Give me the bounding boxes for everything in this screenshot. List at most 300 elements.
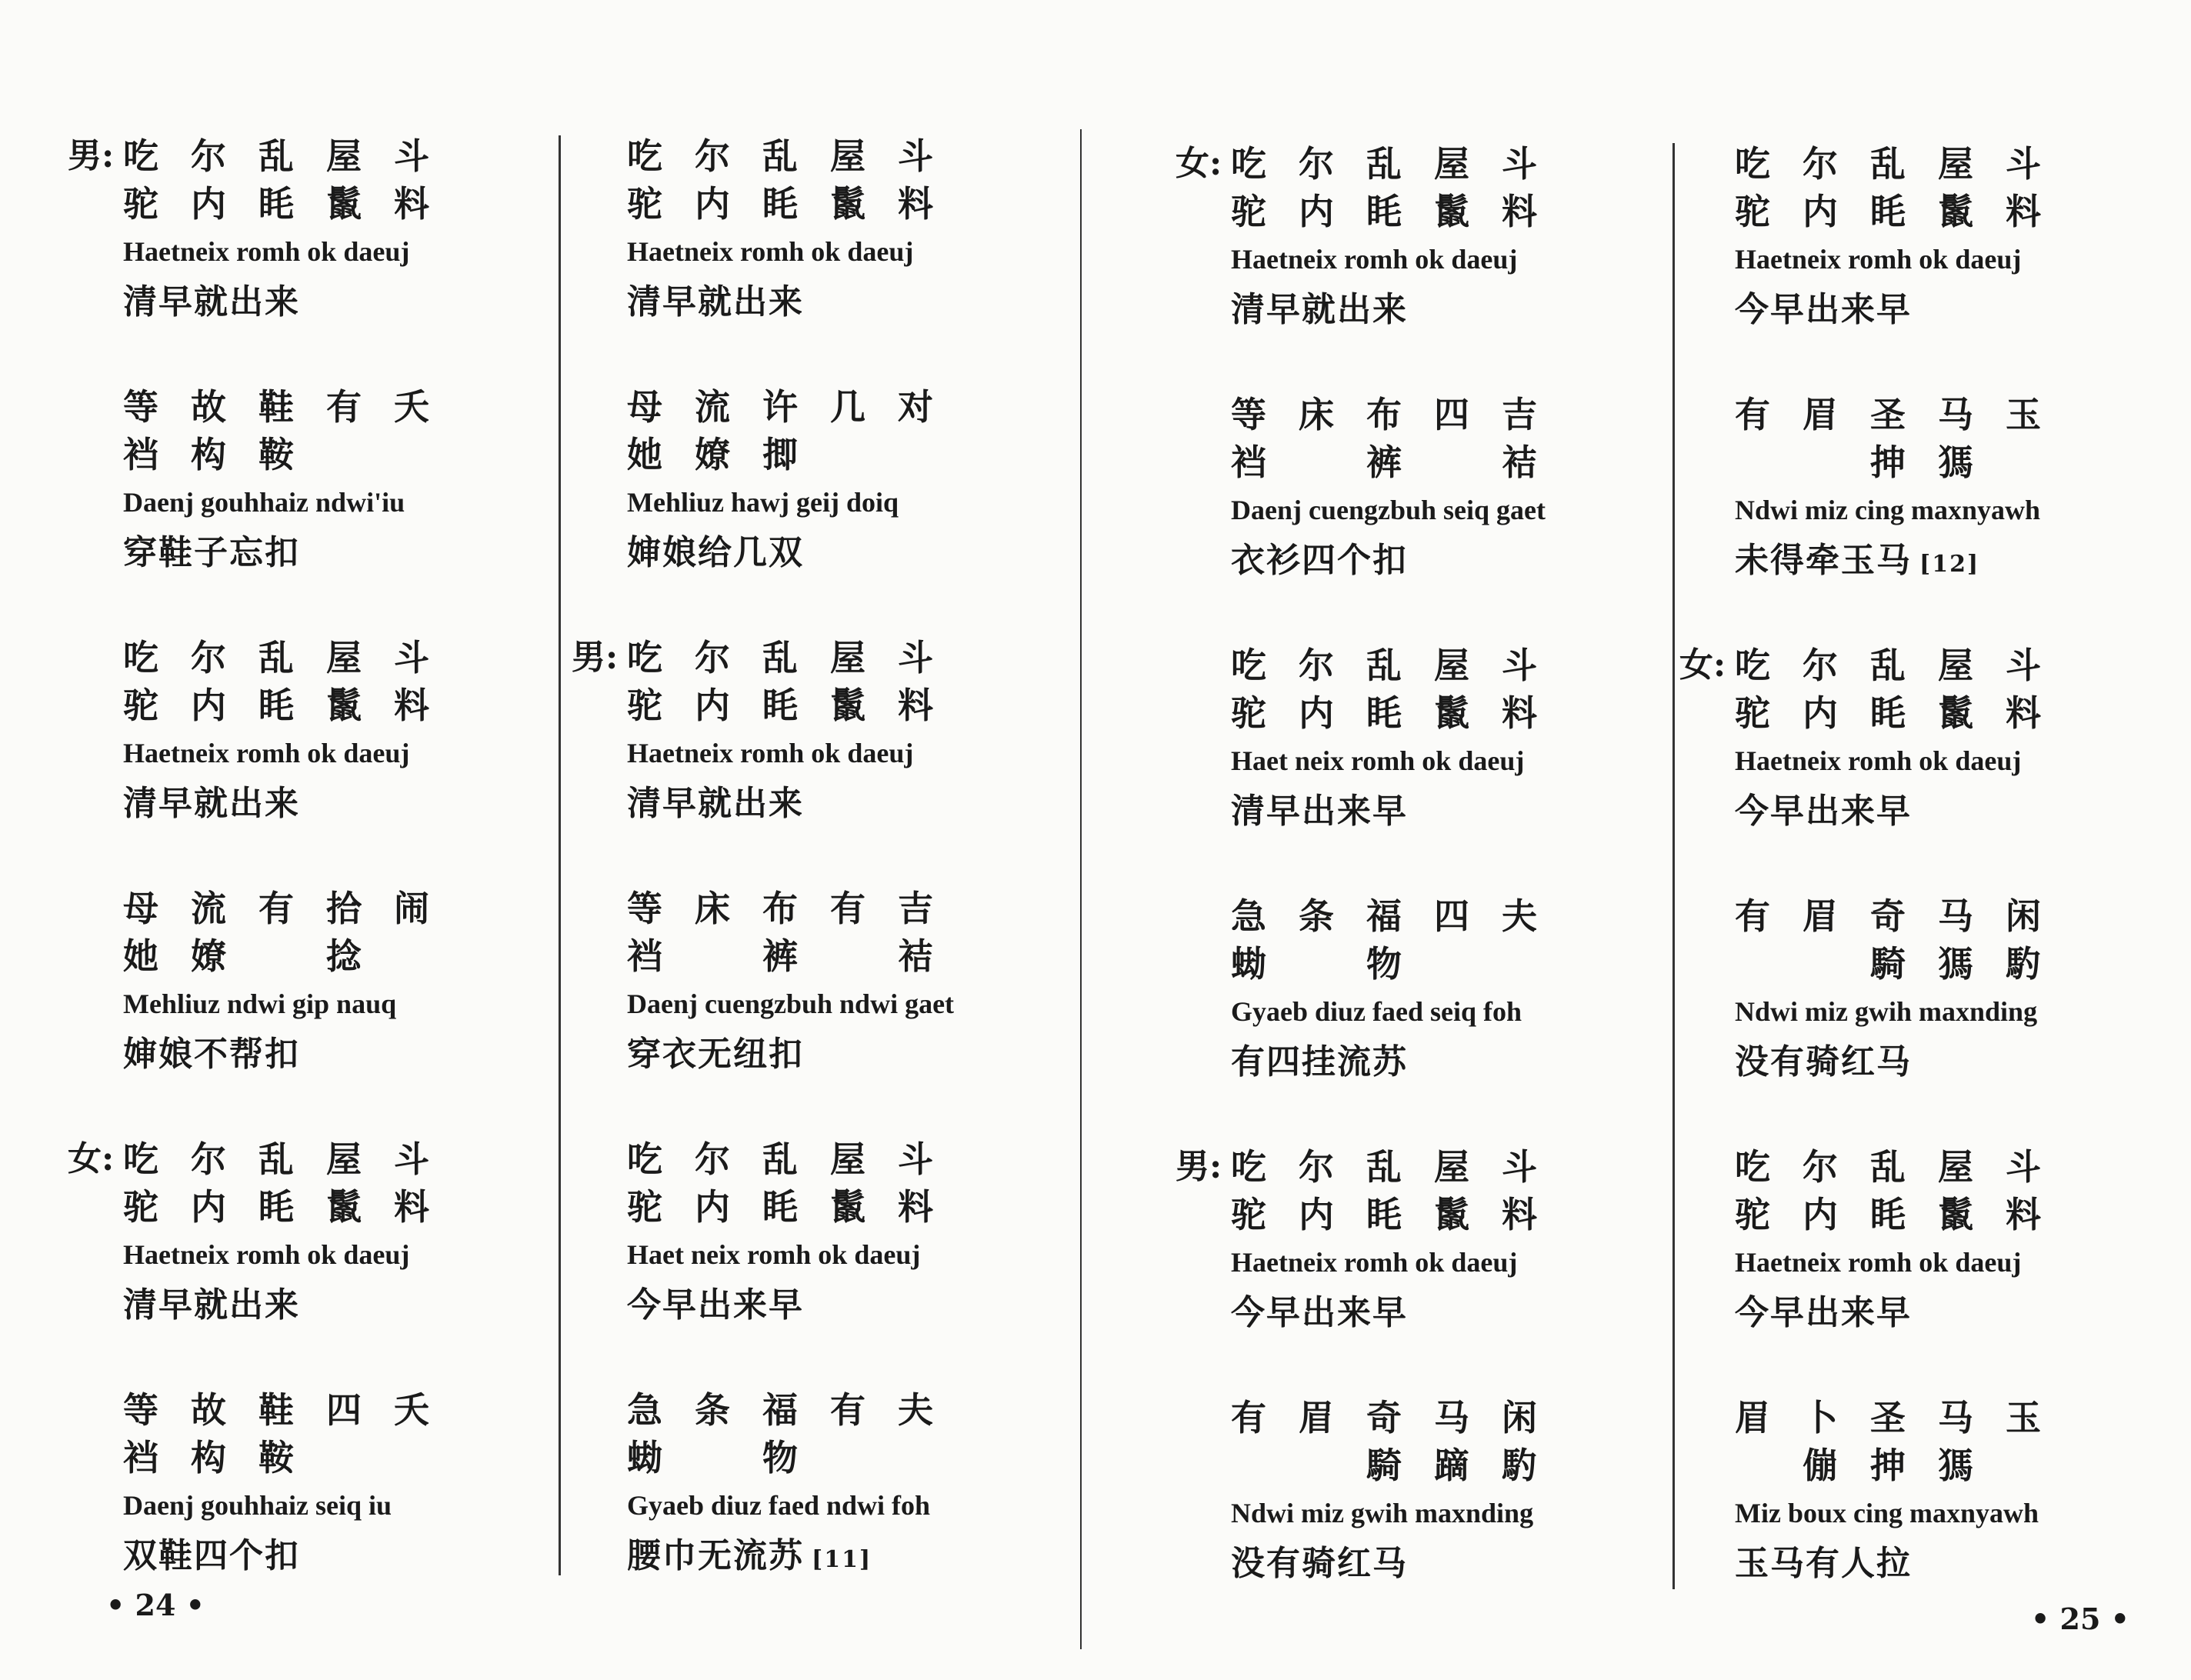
chinese-translation: [627, 278, 1104, 330]
character: 眊: [762, 1186, 798, 1228]
character: 驼: [123, 1186, 158, 1228]
chinese-phonetic-line: [1735, 391, 2191, 438]
character: 奇: [1366, 1397, 1402, 1438]
page-number-left: • 24 •: [106, 1588, 205, 1622]
chinese-phonetic-line: [1735, 642, 2191, 689]
sawndip-line: [1735, 438, 2191, 486]
character: 闲: [2006, 895, 2041, 937]
zhuang-romanization: Daenj cuengzbuh ndwi gaet: [627, 988, 955, 1019]
sawndip-line: [627, 1434, 1104, 1482]
character: 眊: [1870, 1194, 1906, 1235]
stanza: [1231, 892, 1708, 1143]
translation-text: 今早出来早: [1735, 290, 1912, 329]
stanza: [1176, 140, 1708, 391]
character: 斗: [2006, 1146, 2041, 1188]
character: 母: [627, 386, 662, 428]
character: 她: [123, 935, 158, 977]
character: 抻: [1870, 442, 1906, 483]
character: 斗: [394, 135, 429, 177]
character: 物: [1366, 943, 1402, 985]
character: 吃: [123, 637, 158, 678]
character: 驼: [123, 685, 158, 726]
character: 她: [627, 434, 662, 475]
character: 卜: [1802, 1397, 1838, 1438]
speaker-label: 女:: [1679, 645, 1726, 685]
chinese-translation: [627, 529, 1104, 581]
translation-text: 穿鞋子忘扣: [123, 533, 300, 572]
chinese-translation: [1231, 537, 1708, 588]
chinese-phonetic-line: [1735, 892, 2191, 940]
stanza: [1735, 892, 2191, 1143]
translation-text: 清早出来早: [1231, 792, 1408, 831]
character: 鬛: [326, 1186, 362, 1228]
chinese-phonetic-line: [1231, 1394, 1708, 1442]
character: 眊: [1870, 191, 1906, 232]
character: 福: [762, 1389, 798, 1431]
chinese-translation: [627, 1282, 1104, 1333]
sawndip-line: [123, 180, 600, 228]
character: 驼: [1735, 1194, 1770, 1235]
character: 斗: [1502, 1146, 1537, 1188]
character: 布: [1366, 394, 1402, 435]
character: 吃: [627, 135, 662, 177]
chinese-translation: [1231, 1038, 1708, 1090]
stanza: [123, 634, 600, 885]
speaker-label: 女:: [1176, 144, 1222, 183]
zhuang-romanization: Daenj cuengzbuh seiq gaet: [1231, 495, 1546, 525]
translation-text: 穿衣无纽扣: [627, 1035, 804, 1074]
character: 料: [2006, 191, 2041, 232]
chinese-phonetic-line: [627, 383, 1104, 431]
character: 乱: [258, 1138, 294, 1180]
chinese-translation: [1231, 286, 1708, 338]
character: 吃: [627, 637, 662, 678]
character: 构: [191, 1437, 226, 1478]
sawndip-line: [1231, 188, 1708, 235]
character: 斗: [394, 637, 429, 678]
character: 尔: [695, 1138, 730, 1180]
character: 驼: [627, 1186, 662, 1228]
character: 夫: [1502, 895, 1537, 937]
sawndip-line: [123, 1434, 600, 1482]
translation-text: 今早出来早: [627, 1285, 804, 1325]
speaker-label: 男:: [1176, 1147, 1222, 1186]
stanza: [68, 1135, 600, 1386]
character: 床: [695, 888, 730, 929]
sawndip-line: [627, 180, 1104, 228]
translation-text: 清早就出来: [627, 282, 804, 322]
sawndip-line: [123, 431, 600, 478]
character: 裆: [123, 1437, 158, 1478]
character: 尔: [1802, 1146, 1838, 1188]
zhuang-romanization: Haetneix romh ok daeuj: [627, 236, 914, 267]
chinese-phonetic-line: [1231, 140, 1708, 188]
sawndip-line: [1231, 689, 1708, 737]
zhuang-romanization: Haetneix romh ok daeuj: [1735, 745, 2022, 776]
character: 屋: [830, 135, 865, 177]
character: 乱: [258, 135, 294, 177]
character: 尔: [191, 637, 226, 678]
character: 驼: [123, 183, 158, 225]
zhuang-romanization: Haetneix romh ok daeuj: [123, 236, 410, 267]
character: 嫽: [695, 434, 730, 475]
character: 驼: [627, 183, 662, 225]
character: 等: [627, 888, 662, 929]
character: 尔: [1299, 143, 1334, 185]
character: 马: [1938, 394, 1973, 435]
character: 屋: [1938, 645, 1973, 686]
chinese-phonetic-line: [1231, 642, 1708, 689]
character: 乱: [1366, 1146, 1402, 1188]
character: 马: [1434, 1397, 1469, 1438]
character: 故: [191, 1389, 226, 1431]
sawndip-line: [1735, 689, 2191, 737]
character: 鬛: [1434, 692, 1469, 734]
translation-text: 清早就出来: [123, 1285, 300, 1325]
character: 布: [762, 888, 798, 929]
sawndip-line: [1231, 940, 1708, 988]
character: 乱: [1366, 143, 1402, 185]
character: 吃: [627, 1138, 662, 1180]
chinese-phonetic-line: [1735, 1394, 2191, 1442]
character: 斗: [1502, 143, 1537, 185]
character: 吃: [1231, 645, 1266, 686]
stanza: [123, 383, 600, 634]
character: 有: [258, 888, 294, 929]
character: 驼: [1231, 191, 1266, 232]
stanza: [627, 132, 1104, 383]
character: 屋: [326, 1138, 362, 1180]
character: 料: [2006, 1194, 2041, 1235]
stanza: [627, 1386, 1104, 1637]
stanza: [627, 383, 1104, 634]
character: 眉: [1802, 895, 1838, 937]
stanza: [1735, 1143, 2191, 1394]
character: 吃: [1735, 1146, 1770, 1188]
zhuang-romanization: Haetneix romh ok daeuj: [1231, 1247, 1518, 1278]
character: 獁: [1938, 943, 1973, 985]
character: 料: [1502, 692, 1537, 734]
stanza: [1231, 1394, 1708, 1645]
character: 四: [326, 1389, 362, 1431]
chinese-translation: [123, 1282, 600, 1333]
zhuang-romanization: Haetneix romh ok daeuj: [123, 738, 410, 768]
character: 圣: [1870, 394, 1906, 435]
zhuang-romanization: Haetneix romh ok daeuj: [627, 738, 914, 768]
character: 内: [1299, 191, 1334, 232]
character: 眊: [762, 685, 798, 726]
character: 鬛: [1938, 692, 1973, 734]
character: 眊: [1366, 191, 1402, 232]
character: 鬛: [326, 685, 362, 726]
character: 母: [123, 888, 158, 929]
character: 鬛: [1434, 191, 1469, 232]
character: 有: [830, 888, 865, 929]
character: 獁: [1938, 1445, 1973, 1486]
chinese-translation: [1735, 1289, 2191, 1341]
character: 等: [1231, 394, 1266, 435]
character: 鞍: [258, 434, 294, 475]
character: 斗: [2006, 143, 2041, 185]
chinese-translation: [1735, 788, 2191, 839]
character: 吉: [1502, 394, 1537, 435]
character: 急: [627, 1389, 662, 1431]
stanza: [68, 132, 600, 383]
character: 福: [1366, 895, 1402, 937]
character: 乱: [258, 637, 294, 678]
character: 鬛: [830, 685, 865, 726]
stanza: [1176, 1143, 1708, 1394]
zhuang-romanization: Haetneix romh ok daeuj: [1735, 1247, 2022, 1278]
character: 斗: [1502, 645, 1537, 686]
character: 玉: [2006, 394, 2041, 435]
character: 獁: [1938, 442, 1973, 483]
character: 吃: [1735, 645, 1770, 686]
character: 騎: [1870, 943, 1906, 985]
chinese-phonetic-line: [1735, 140, 2191, 188]
character: 料: [1502, 1194, 1537, 1235]
character: 馰: [2006, 943, 2041, 985]
character: 斗: [898, 637, 933, 678]
translation-text: 清早就出来: [1231, 290, 1408, 329]
character: 条: [1299, 895, 1334, 937]
zhuang-romanization: Daenj gouhhaiz seiq iu: [123, 1490, 392, 1521]
translation-text: 有四挂流苏: [1231, 1042, 1408, 1082]
character: 袺: [1502, 442, 1537, 483]
chinese-phonetic-line: [1231, 892, 1708, 940]
translation-text: 婶娘不帮扣: [123, 1035, 300, 1074]
character: 蜐: [1231, 943, 1266, 985]
character: 对: [898, 386, 933, 428]
character: 乱: [1366, 645, 1402, 686]
character: 尔: [695, 637, 730, 678]
character: 裤: [1366, 442, 1402, 483]
character: 圣: [1870, 1397, 1906, 1438]
character: 料: [2006, 692, 2041, 734]
column-4: [1679, 140, 2191, 1645]
character: 马: [1938, 1397, 1973, 1438]
character: 抻: [1870, 1445, 1906, 1486]
character: 料: [1502, 191, 1537, 232]
character: 吃: [123, 135, 158, 177]
character: 袺: [898, 935, 933, 977]
sawndip-line: [1735, 1191, 2191, 1238]
character: 裆: [1231, 442, 1266, 483]
page-number-right: • 25 •: [2031, 1602, 2129, 1636]
character: 流: [191, 888, 226, 929]
character: 有: [1735, 394, 1770, 435]
character: 屋: [830, 1138, 865, 1180]
character: 尔: [191, 1138, 226, 1180]
chinese-phonetic-line: [123, 1135, 600, 1183]
zhuang-romanization: Gyaeb diuz faed seiq foh: [1231, 996, 1522, 1027]
chinese-translation: [1735, 286, 2191, 338]
chinese-phonetic-line: [1231, 1143, 1708, 1191]
chinese-phonetic-line: [123, 634, 600, 682]
zhuang-romanization: Mehliuz ndwi gip nauq: [123, 988, 397, 1019]
character: 揤: [762, 434, 798, 475]
character: 乱: [762, 1138, 798, 1180]
chinese-translation: [1231, 1289, 1708, 1341]
sawndip-line: [1735, 1442, 2191, 1489]
footnote-marker: [12]: [1919, 551, 1980, 578]
chinese-phonetic-line: [627, 885, 1104, 932]
sawndip-line: [1735, 188, 2191, 235]
character: 玉: [2006, 1397, 2041, 1438]
character: 眊: [1366, 692, 1402, 734]
character: 几: [830, 386, 865, 428]
character: 内: [1802, 191, 1838, 232]
sawndip-line: [627, 682, 1104, 729]
character: 有: [1735, 895, 1770, 937]
character: 眉: [1299, 1397, 1334, 1438]
chinese-translation: [123, 1532, 600, 1584]
character: 内: [1802, 1194, 1838, 1235]
character: 眊: [1366, 1194, 1402, 1235]
character: 尔: [191, 135, 226, 177]
character: 驼: [1735, 191, 1770, 232]
character: 驼: [1231, 1194, 1266, 1235]
sawndip-line: [1231, 1191, 1708, 1238]
character: 急: [1231, 895, 1266, 937]
chinese-translation: [1231, 1540, 1708, 1592]
sawndip-line: [627, 1183, 1104, 1231]
character: 斗: [394, 1138, 429, 1180]
character: 鬛: [830, 183, 865, 225]
character: 流: [695, 386, 730, 428]
character: 故: [191, 386, 226, 428]
character: 馰: [1502, 1445, 1537, 1486]
character: 料: [394, 183, 429, 225]
character: 鬛: [1938, 191, 1973, 232]
character: 吃: [123, 1138, 158, 1180]
stanza: [627, 1135, 1104, 1386]
character: 鬛: [1938, 1194, 1973, 1235]
zhuang-romanization: Daenj gouhhaiz ndwi'iu: [123, 487, 405, 518]
character: 尔: [1299, 645, 1334, 686]
character: 内: [695, 183, 730, 225]
character: 蜐: [627, 1437, 662, 1478]
character: 吃: [1231, 1146, 1266, 1188]
character: 等: [123, 1389, 158, 1431]
character: 驼: [1735, 692, 1770, 734]
character: 眊: [762, 183, 798, 225]
character: 斗: [2006, 645, 2041, 686]
character: 夭: [394, 386, 429, 428]
character: 吃: [1735, 143, 1770, 185]
character: 眊: [258, 685, 294, 726]
character: 内: [1299, 1194, 1334, 1235]
character: 斗: [898, 135, 933, 177]
character: 乱: [762, 637, 798, 678]
character: 内: [1802, 692, 1838, 734]
chinese-phonetic-line: [627, 132, 1104, 180]
chinese-translation: [627, 1031, 1104, 1082]
character: 嫽: [191, 935, 226, 977]
character: 吉: [898, 888, 933, 929]
chinese-phonetic-line: [627, 634, 1104, 682]
chinese-translation: [1231, 788, 1708, 839]
character: 尔: [1299, 1146, 1334, 1188]
translation-text: 清早就出来: [123, 282, 300, 322]
chinese-phonetic-line: [1231, 391, 1708, 438]
character: 乱: [1870, 1146, 1906, 1188]
sawndip-line: [1735, 940, 2191, 988]
character: 眊: [258, 183, 294, 225]
character: 内: [191, 685, 226, 726]
chinese-phonetic-line: [123, 885, 600, 932]
sawndip-line: [123, 682, 600, 729]
character: 屋: [1434, 645, 1469, 686]
chinese-translation: [627, 780, 1104, 832]
character: 驼: [627, 685, 662, 726]
chinese-phonetic-line: [627, 1386, 1104, 1434]
character: 斗: [898, 1138, 933, 1180]
character: 内: [1299, 692, 1334, 734]
character: 傰: [1802, 1445, 1838, 1486]
character: 有: [830, 1389, 865, 1431]
chinese-translation: [123, 529, 600, 581]
stanza: [1679, 642, 2191, 892]
stanza: [1231, 391, 1708, 642]
character: 眊: [1870, 692, 1906, 734]
column-1: [68, 132, 600, 1637]
zhuang-romanization: Haetneix romh ok daeuj: [1735, 244, 2022, 275]
character: 裆: [627, 935, 662, 977]
character: 奇: [1870, 895, 1906, 937]
character: 有: [326, 386, 362, 428]
zhuang-romanization: Ndwi miz cing maxnyawh: [1735, 495, 2041, 525]
character: 料: [898, 685, 933, 726]
zhuang-romanization: Ndwi miz gwih maxnding: [1735, 996, 2038, 1027]
character: 闹: [394, 888, 429, 929]
chinese-translation: [627, 1532, 1104, 1584]
translation-text: 腰巾无流苏: [627, 1536, 804, 1575]
character: 眊: [258, 1186, 294, 1228]
character: 构: [191, 434, 226, 475]
character: 料: [898, 183, 933, 225]
character: 驼: [1231, 692, 1266, 734]
translation-text: 清早就出来: [627, 784, 804, 823]
stanza: [572, 634, 1104, 885]
character: 裆: [123, 434, 158, 475]
speaker-label: 女:: [68, 1139, 115, 1178]
zhuang-romanization: Mehliuz hawj geij doiq: [627, 487, 899, 518]
translation-text: 没有骑红马: [1735, 1042, 1912, 1082]
character: 条: [695, 1389, 730, 1431]
character: 鞋: [258, 1389, 294, 1431]
sawndip-line: [627, 431, 1104, 478]
stanza: [1735, 140, 2191, 391]
character: 马: [1938, 895, 1973, 937]
translation-text: 没有骑红马: [1231, 1544, 1408, 1583]
character: 拾: [326, 888, 362, 929]
chinese-translation: [123, 278, 600, 330]
character: 乱: [1870, 143, 1906, 185]
character: 四: [1434, 895, 1469, 937]
stanza: [1231, 642, 1708, 892]
chinese-phonetic-line: [1735, 1143, 2191, 1191]
character: 屋: [830, 637, 865, 678]
translation-text: 今早出来早: [1735, 1293, 1912, 1332]
speaker-label: 男:: [572, 638, 619, 677]
character: 床: [1299, 394, 1334, 435]
sawndip-line: [627, 932, 1104, 980]
chinese-translation: [123, 1031, 600, 1082]
translation-text: 清早就出来: [123, 784, 300, 823]
character: 四: [1434, 394, 1469, 435]
column-3: [1176, 140, 1708, 1645]
